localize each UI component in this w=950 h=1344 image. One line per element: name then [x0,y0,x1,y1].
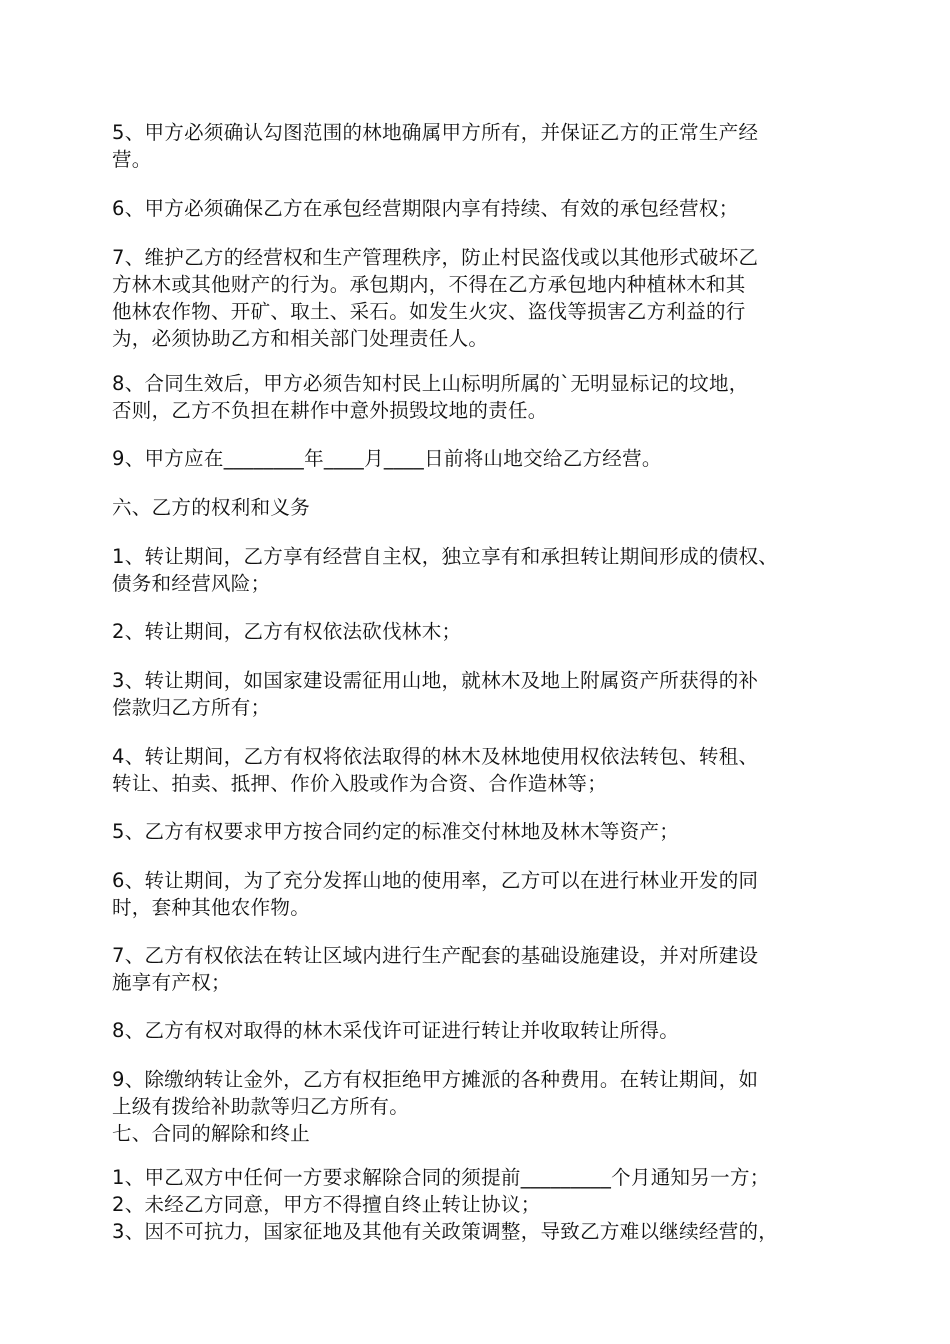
text-line: 2、转让期间，乙方有权依法砍伐林木； [112,620,462,643]
text-line: 9、甲方应在________年____月____日前将山地交给乙方经营。 [112,447,662,470]
text-line: 8、乙方有权对取得的林木采伐许可证进行转让并收取转让所得。 [112,1019,680,1042]
clause-7-party-a [112,244,852,352]
text-line: 上级有拨给补助款等归乙方所有。 [112,1095,410,1118]
section-heading-6 [112,494,852,521]
text-line: 否则，乙方不负担在耕作中意外损毁坟地的责任。 [112,399,548,422]
text-line: 3、因不可抗力，国家征地及其他有关政策调整，导致乙方难以继续经营的， [112,1220,779,1243]
clause-3-party-b [112,667,852,721]
clause-7-party-b [112,942,852,996]
clause-5-party-a [112,119,852,173]
text-line: 时，套种其他农作物。 [112,896,311,919]
text-line: 2、未经乙方同意，甲方不得擅自终止转让协议； [112,1193,541,1216]
text-line: 方林木或其他财产的行为。承包期内，不得在乙方承包地内种植林木和其 [112,273,746,296]
clause-4-party-b [112,743,852,797]
text-line: 7、乙方有权依法在转让区域内进行生产配套的基础设施建设，并对所建设 [112,944,759,967]
text-line: 7、维护乙方的经营权和生产管理秩序，防止村民盗伐或以其他形式破坏乙 [112,246,759,269]
termination-clauses [112,1164,852,1245]
clause-6-party-b [112,867,852,921]
clause-1-party-b [112,543,852,597]
clause-6-party-a [112,195,852,222]
text-line: 转让、拍卖、抵押、作价入股或作为合资、合作造林等； [112,772,608,795]
text-line: 为，必须协助乙方和相关部门处理责任人。 [112,327,489,350]
text-line: 3、转让期间，如国家建设需征用山地，就林木及地上附属资产所获得的补 [112,669,759,692]
section-heading: 六、乙方的权利和义务 [112,496,311,519]
text-line: 9、除缴纳转让金外，乙方有权拒绝甲方摊派的各种费用。在转让期间，如 [112,1068,759,1091]
text-line: 施享有产权； [112,971,231,994]
text-line: 6、转让期间，为了充分发挥山地的使用率，乙方可以在进行林业开发的同 [112,869,759,892]
text-line: 6、甲方必须确保乙方在承包经营期限内享有持续、有效的承包经营权； [112,197,739,220]
clause-2-party-b [112,618,852,645]
text-line: 1、甲乙双方中任何一方要求解除合同的须提前_________个月通知另一方； [112,1166,770,1189]
text-line: 他林农作物、开矿、取土、采石。如发生火灾、盗伐等损害乙方利益的行 [112,300,746,323]
clause-8-party-a [112,370,852,424]
clause-9-party-b [112,1066,852,1147]
text-line: 5、乙方有权要求甲方按合同约定的标准交付林地及林木等资产； [112,820,680,843]
text-line: 4、转让期间，乙方有权将依法取得的林木及林地使用权依法转包、转租、 [112,745,759,768]
text-line: 营。 [112,148,152,171]
text-line: 债务和经营风险； [112,572,271,595]
clause-8-party-b [112,1017,852,1044]
clause-5-party-b [112,818,852,845]
text-line: 偿款归乙方所有； [112,696,271,719]
text-line: 8、合同生效后，甲方必须告知村民上山标明所属的`无明显标记的坟地， [112,372,749,395]
text-line: 5、甲方必须确认勾图范围的林地确属甲方所有，并保证乙方的正常生产经 [112,121,759,144]
section-heading: 七、合同的解除和终止 [112,1122,311,1145]
clause-9-party-a [112,445,852,472]
text-line: 1、转让期间，乙方享有经营自主权，独立享有和承担转让期间形成的债权、 [112,545,779,568]
